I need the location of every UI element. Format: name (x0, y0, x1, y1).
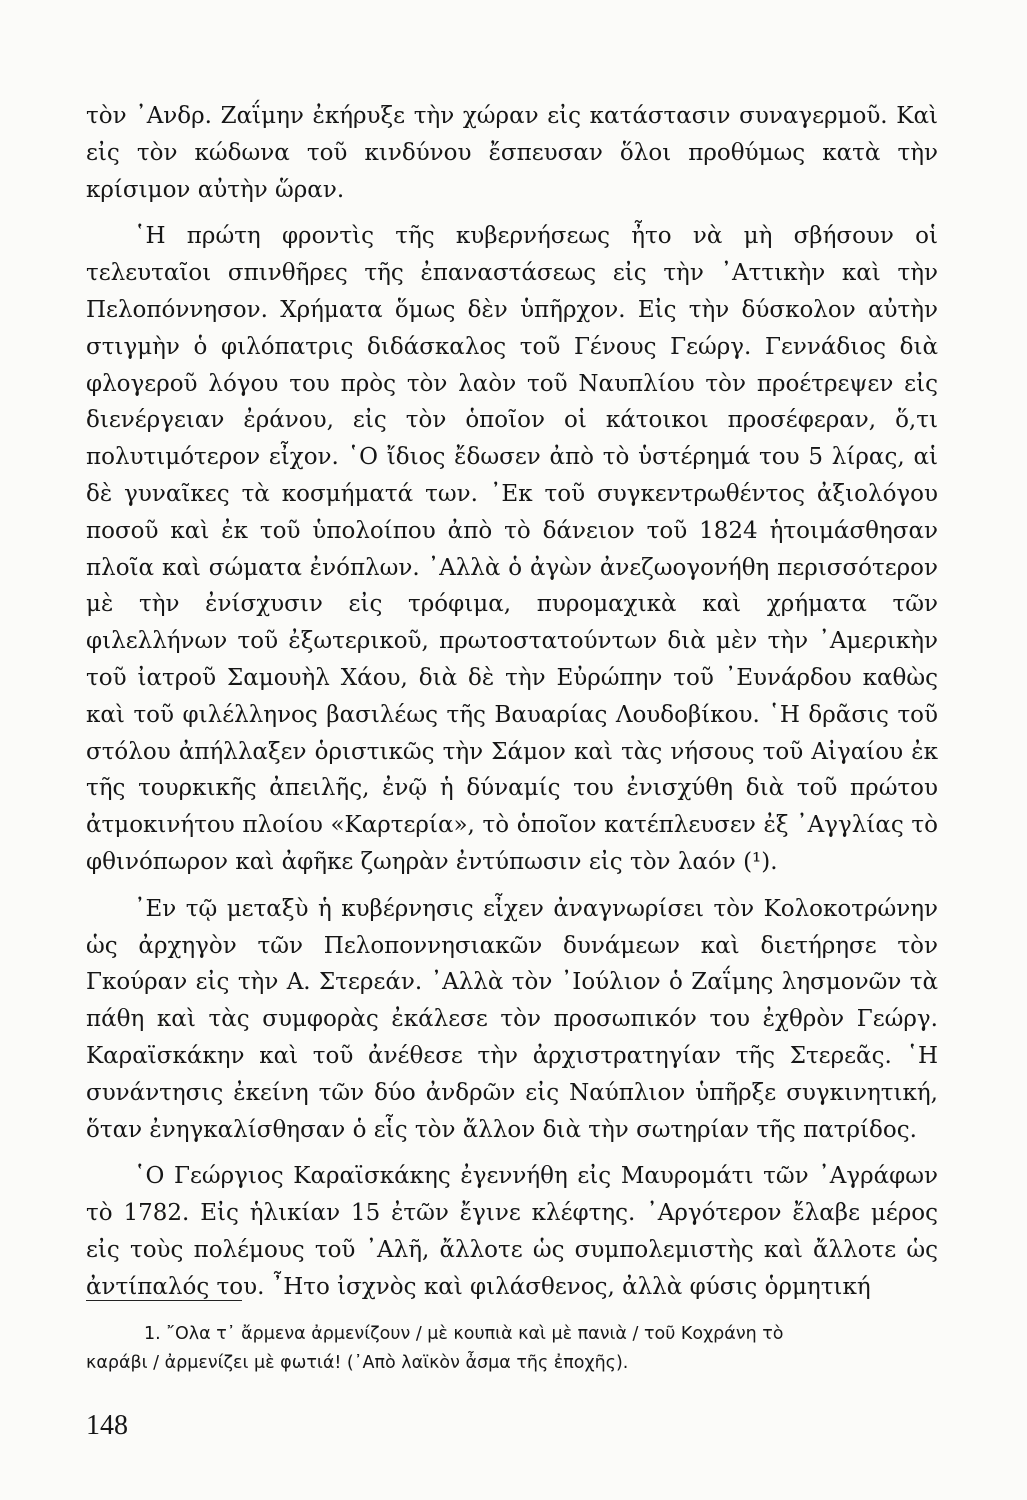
body-text (86, 98, 938, 1306)
footnote-divider (86, 1300, 242, 1301)
footnote-line-1: 1. ῎Ολα τ᾿ ἄρμενα ἀρμενίζουν / μὲ κουπιὰ καὶ μὲ πανιὰ / τοῦ Κοχράνη τὸ (144, 1324, 784, 1344)
paragraph-1: τὸν ᾿Ανδρ. Ζαΐμην ἐκήρυξε τὴν χώραν εἰς κατάστασιν συναγερμοῦ. Καὶ εἰς τὸν κώδωνα τοῦ κινδύνου ἔσπευσαν ὅλοι προθύμως κατὰ τὴν κρίσιμον αὐτὴν ὥραν. (86, 103, 938, 203)
paragraph-4: ῾Ο Γεώργιος Καραϊσκάκης ἐγεννήθη εἰς Μαυρομάτι τῶν ᾿Αγράφων τὸ 1782. Εἰς ἡλικίαν 15 ἐτῶν ἔγινε κλέφτης. ᾿Αργότερον ἔλαβε μέρος εἰς τοὺς πολέμους τοῦ ᾿Αλῆ, ἄλλοτε ὡς συμπολεμιστὴς καὶ ἄλλοτε ὡς ἀντίπαλός του. ῏Ητο ἰσχνὸς καὶ φιλάσθενος, ἀλλὰ φύσις ὁρμητική (86, 1163, 938, 1300)
paragraph-2: ῾Η πρώτη φροντὶς τῆς κυβερνήσεως ἦτο νὰ μὴ σβήσουν οἱ τελευταῖοι σπινθῆρες τῆς ἐπαναστάσεως εἰς τὴν ᾿Αττικὴν καὶ τὴν Πελοπόννησον. Χρήματα ὅμως δὲν ὑπῆρχον. Εἰς τὴν δύσκολον αὐτὴν στιγμὴν ὁ φιλόπατρις διδάσκαλος τοῦ Γένους Γεώργ. Γεννάδιος διὰ φλογεροῦ λόγου του πρὸς τὸν λαὸν τοῦ Ναυπλίου τὸν προέτρεψεν εἰς διενέργειαν ἐράνου, εἰς τὸν ὁποῖον οἱ κάτοικοι προσέφεραν, ὅ,τι πολυτιμότερον εἶχον. ῾Ο ἴδιος ἔδωσεν ἀπὸ τὸ ὑστέρημά του 5 λίρας, αἱ δὲ γυναῖκες τὰ κοσμήματά των. ᾿Εκ τοῦ συγκεντρωθέντος ἀξιολόγου ποσοῦ καὶ ἐκ τοῦ ὑπολοίπου ἀπὸ τὸ δάνειον τοῦ 1824 ἡτοιμάσθησαν πλοῖα καὶ σώματα ἐνόπλων. ᾿Αλλὰ ὁ ἀγὼν ἀνεζωογονήθη περισσότερον μὲ τὴν ἐνίσχυσιν εἰς τρόφιμα, πυρομαχικὰ καὶ χρήματα τῶν φιλελλήνων τοῦ ἐξωτερικοῦ, πρωτοστατούντων διὰ μὲν τὴν ᾿Αμερικὴν τοῦ ἰατροῦ Σαμουὴλ Χάου, διὰ δὲ τὴν Εὐρώπην τοῦ ᾿Ευνάρδου καθὼς καὶ τοῦ φιλέλληνος βασιλέως τῆς Βαυαρίας Λουδοβίκου. ῾Η δρᾶσις τοῦ στόλου ἀπήλλαξεν ὁριστικῶς τὴν Σάμον καὶ τὰς νήσους τοῦ Αἰγαίου ἐκ τῆς τουρκικῆς ἀπειλῆς, ἐνῷ ἡ δύναμίς του ἐνισχύθη διὰ τοῦ πρώτου ἀτμοκινήτου πλοίου «Καρτερία», τὸ ὁποῖον κατέπλευσεν ἐξ ᾿Αγγλίας τὸ φθινόπωρον καὶ ἀφῆκε ζωηρὰν ἐντύπωσιν εἰς τὸν λαόν (¹). (86, 223, 938, 875)
footnote-line-2: καράβι / ἀρμενίζει μὲ φωτιά! (᾿Απὸ λαϊκὸν ἆσμα τῆς ἐποχῆς). (86, 1353, 629, 1373)
page-number: 148 (86, 1410, 128, 1441)
footnote (86, 1320, 938, 1378)
paragraph-3: ᾿Εν τῷ μεταξὺ ἡ κυβέρνησις εἶχεν ἀναγνωρίσει τὸν Κολοκοτρώνην ὡς ἀρχηγὸν τῶν Πελοποννησιακῶν δυνάμεων καὶ διετήρησε τὸν Γκούραν εἰς τὴν Α. Στερεάν. ᾿Αλλὰ τὸν ᾿Ιούλιον ὁ Ζαΐμης λησμονῶν τὰ πάθη καὶ τὰς συμφορὰς ἐκάλεσε τὸν προσωπικόν του ἐχθρὸν Γεώργ. Καραϊσκάκην καὶ τοῦ ἀνέθεσε τὴν ἀρχιστρατηγίαν τῆς Στερεᾶς. ῾Η συνάντησις ἐκείνη τῶν δύο ἀνδρῶν εἰς Ναύπλιον ὑπῆρξε συγκινητική, ὅταν ἐνηγκαλίσθησαν ὁ εἷς τὸν ἄλλον διὰ τὴν σωτηρίαν τῆς πατρίδος. (86, 895, 938, 1143)
